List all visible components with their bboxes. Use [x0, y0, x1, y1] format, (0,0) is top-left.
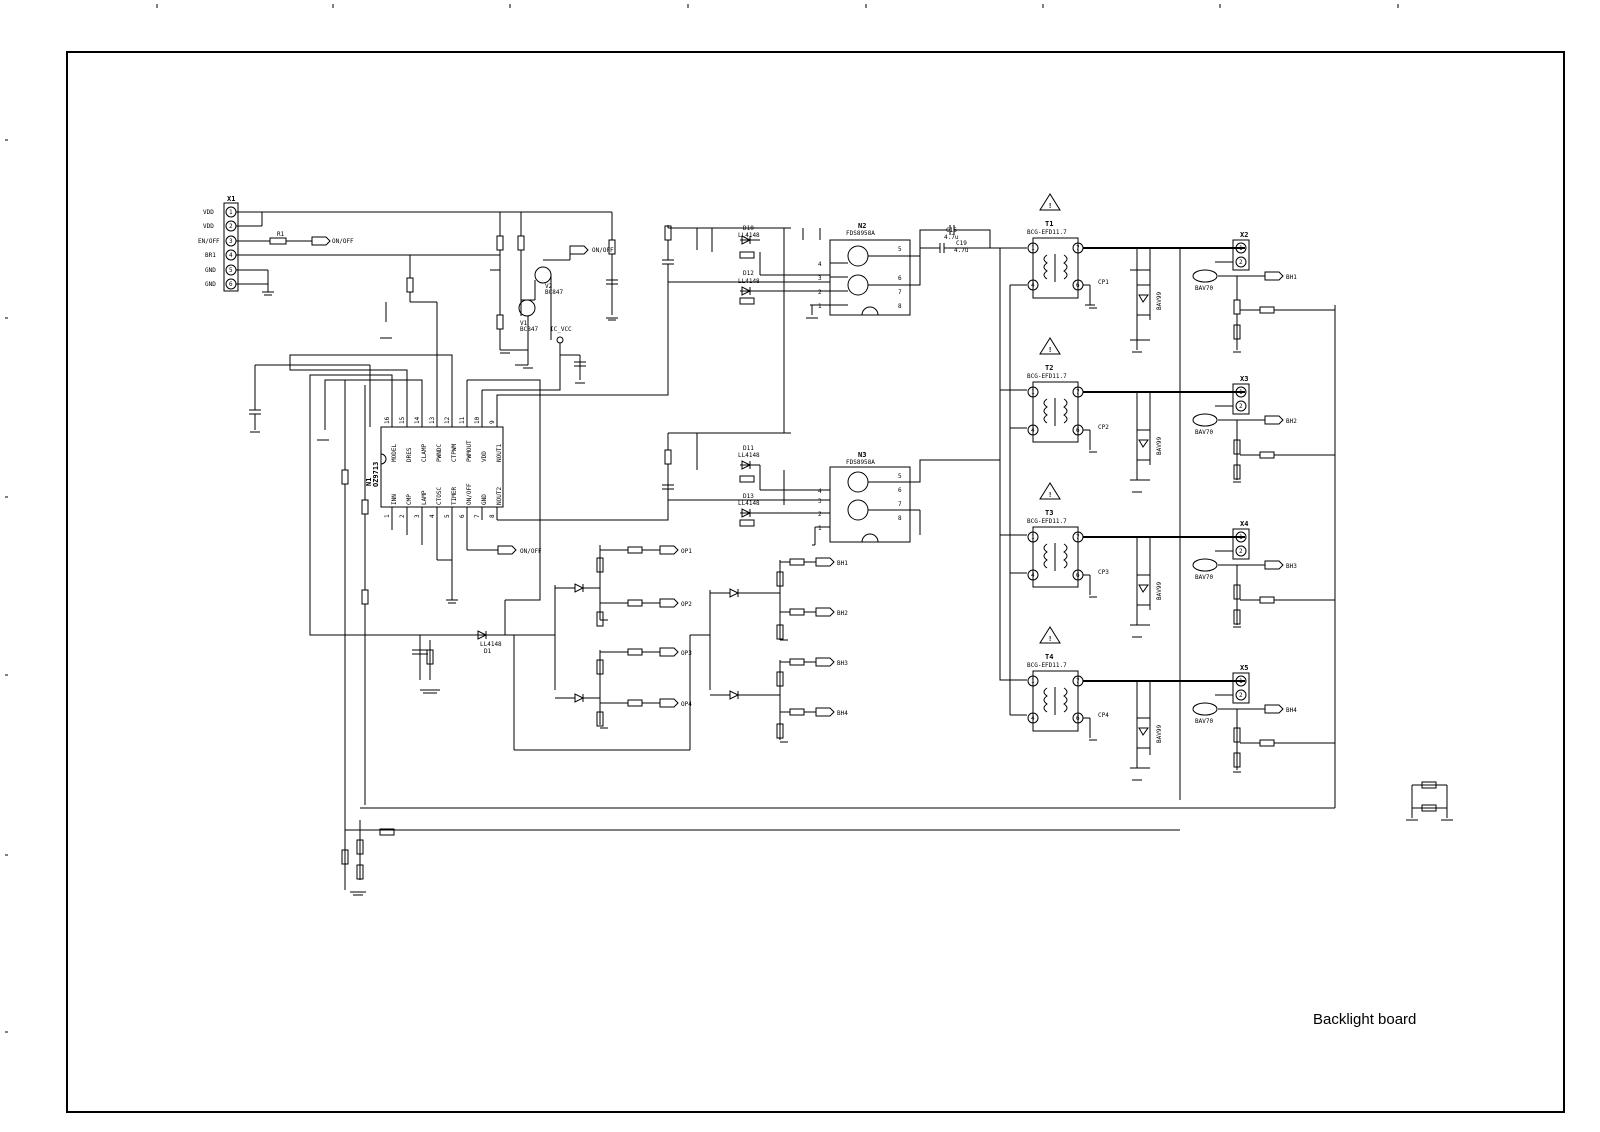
d1-part: LL4148 — [480, 641, 502, 648]
svg-text:8: 8 — [898, 515, 902, 522]
svg-text:T4: T4 — [1045, 653, 1054, 661]
svg-text:VDD: VDD — [481, 451, 488, 462]
svg-text:X5: X5 — [1240, 664, 1249, 672]
svg-text:9: 9 — [489, 420, 496, 424]
x1-pin-3 — [198, 236, 236, 246]
primary-bus — [910, 225, 1027, 715]
svg-text:5: 5 — [444, 514, 451, 518]
svg-text:4: 4 — [1031, 572, 1035, 579]
ic-pin-8 — [489, 487, 503, 520]
x1-pin-2 — [203, 221, 236, 231]
svg-text:3: 3 — [818, 498, 822, 505]
ic-pin-13 — [429, 400, 443, 462]
svg-text:1: 1 — [1239, 389, 1243, 396]
svg-text:2: 2 — [399, 514, 406, 518]
bav70-label-1: BAV70 — [1195, 285, 1214, 292]
svg-text:NOUT2: NOUT2 — [496, 486, 503, 505]
c16-val: 4.7u — [944, 234, 959, 241]
board-caption: Backlight board — [1313, 1011, 1417, 1028]
svg-text:1: 1 — [229, 209, 233, 216]
svg-text:4: 4 — [1031, 715, 1035, 722]
v2-part: BC847 — [545, 289, 564, 296]
transformer-t1 — [1027, 194, 1083, 298]
connector-x3 — [1233, 375, 1249, 414]
svg-text:4: 4 — [1031, 427, 1035, 434]
cp4-label: CP4 — [1098, 712, 1109, 719]
svg-text:BCG-EFD11.7: BCG-EFD11.7 — [1027, 373, 1067, 380]
on-off-net-3: ON/OFF — [592, 247, 614, 254]
ic-pin-1 — [384, 494, 398, 530]
svg-text:8: 8 — [489, 514, 496, 518]
svg-text:BAV99: BAV99 — [1156, 436, 1163, 455]
svg-text:PWNDC: PWNDC — [436, 443, 443, 462]
ic-bottom-pins — [384, 483, 503, 560]
op2-flag: OP2 — [681, 601, 692, 608]
ic-pin-5 — [444, 487, 458, 560]
x1-pin-5 — [205, 265, 236, 275]
svg-text:MODEL: MODEL — [391, 443, 398, 462]
op3-flag: OP3 — [681, 650, 692, 657]
bh2-flag-left: BH2 — [837, 610, 848, 617]
svg-text:INN: INN — [391, 494, 398, 505]
bav70-label-4: BAV70 — [1195, 718, 1214, 725]
transistor-area — [490, 212, 618, 390]
output-connectors — [1233, 231, 1249, 703]
svg-text:6: 6 — [459, 514, 466, 518]
bh1-flag: BH1 — [1286, 274, 1297, 281]
ic-pin-14 — [414, 395, 428, 462]
svg-text:2: 2 — [1239, 403, 1243, 410]
d10-ref: D10 — [743, 225, 754, 232]
cp3-label: CP3 — [1098, 569, 1109, 576]
svg-text:1: 1 — [818, 525, 822, 532]
ic-pin-9 — [489, 420, 503, 462]
svg-text:X2: X2 — [1240, 231, 1249, 239]
svg-text:4: 4 — [818, 261, 822, 268]
ground-symbols — [250, 308, 1241, 772]
svg-text:1: 1 — [818, 303, 822, 310]
transformer-t2 — [1027, 338, 1083, 442]
ic-pin-4 — [429, 487, 443, 560]
svg-text:5: 5 — [229, 267, 233, 274]
svg-text:5: 5 — [898, 246, 902, 253]
svg-text:1: 1 — [1239, 245, 1243, 252]
svg-text:LAMP: LAMP — [421, 490, 428, 505]
svg-text:2: 2 — [1239, 259, 1243, 266]
svg-text:2: 2 — [229, 223, 233, 230]
c19-ref: C19 — [956, 240, 967, 247]
connector-x5 — [1233, 664, 1249, 703]
svg-text:15: 15 — [399, 416, 406, 424]
bh3-flag-left: BH3 — [837, 660, 848, 667]
svg-text:ON/OFF: ON/OFF — [466, 483, 473, 505]
ic-pin-3 — [414, 490, 428, 535]
svg-text:PWMOUT: PWMOUT — [466, 440, 473, 462]
svg-text:3: 3 — [414, 514, 421, 518]
svg-text:BCG-EFD11.7: BCG-EFD11.7 — [1027, 518, 1067, 525]
x1-pin-label: BR1 — [205, 252, 216, 259]
ic-pin-11 — [459, 380, 473, 462]
svg-text:T1: T1 — [1045, 220, 1054, 228]
svg-text:6: 6 — [1076, 715, 1080, 722]
r1-label: R1 — [277, 231, 285, 238]
d13-ref: D13 — [743, 493, 754, 500]
ic-ref: N1 — [365, 477, 373, 486]
ic-pin-15 — [399, 385, 413, 462]
svg-text:!: ! — [1048, 635, 1053, 643]
svg-text:1: 1 — [1239, 534, 1243, 541]
d10-part: LL4148 — [738, 232, 760, 239]
bav70-label-3: BAV70 — [1195, 574, 1214, 581]
connector-x4 — [1233, 520, 1249, 559]
svg-text:2: 2 — [1239, 692, 1243, 699]
on-off-net-1: ON/OFF — [332, 238, 354, 245]
svg-text:1: 1 — [1031, 534, 1035, 541]
svg-text:5: 5 — [898, 473, 902, 480]
svg-text:CTOSC: CTOSC — [436, 486, 443, 505]
x1-pin-6 — [205, 279, 236, 289]
v1-ref: V1 — [520, 320, 528, 327]
svg-text:13: 13 — [429, 416, 436, 424]
svg-text:7: 7 — [1076, 678, 1080, 685]
on-off-net-2: ON/OFF — [520, 548, 542, 555]
svg-text:!: ! — [1048, 202, 1053, 210]
svg-text:BCG-EFD11.7: BCG-EFD11.7 — [1027, 229, 1067, 236]
svg-text:!: ! — [1048, 346, 1053, 354]
d1-ref: D1 — [484, 648, 492, 655]
svg-text:NOUT1: NOUT1 — [496, 443, 503, 462]
svg-text:14: 14 — [414, 416, 421, 424]
bav99-diodes — [1137, 285, 1163, 748]
svg-text:7: 7 — [1076, 389, 1080, 396]
svg-text:6: 6 — [1076, 572, 1080, 579]
ic-vcc-net: IC_VCC — [550, 326, 572, 333]
svg-text:1: 1 — [1031, 389, 1035, 396]
secondary-wiring — [345, 248, 1335, 830]
svg-text:7: 7 — [898, 289, 902, 296]
ic-pin-6 — [459, 483, 473, 550]
cp1-label: CP1 — [1098, 279, 1109, 286]
connector-x2 — [1233, 231, 1249, 270]
x1-pin-label: VDD — [203, 209, 214, 216]
svg-text:4: 4 — [229, 252, 233, 259]
op1-flag: OP1 — [681, 548, 692, 555]
bav70-label-2: BAV70 — [1195, 429, 1214, 436]
svg-text:FDS8958A: FDS8958A — [846, 459, 875, 466]
svg-text:12: 12 — [444, 416, 451, 424]
svg-text:N3: N3 — [858, 451, 867, 459]
svg-text:6: 6 — [1076, 427, 1080, 434]
svg-text:T2: T2 — [1045, 364, 1054, 372]
svg-text:X4: X4 — [1240, 520, 1249, 528]
svg-text:7: 7 — [1076, 534, 1080, 541]
x1-pin-1 — [203, 207, 236, 217]
svg-text:FDS8958A: FDS8958A — [846, 230, 875, 237]
svg-text:X3: X3 — [1240, 375, 1249, 383]
d12-part: LL4148 — [738, 278, 760, 285]
ic-feedback-wiring — [249, 280, 690, 830]
bh4-flag-left: BH4 — [837, 710, 848, 717]
x1-pin-label: EN/OFF — [198, 238, 220, 245]
svg-text:1: 1 — [1031, 678, 1035, 685]
connector-x1 — [198, 195, 238, 291]
gate-drive-bottom — [662, 330, 830, 545]
d12-ref: D12 — [743, 270, 754, 277]
d13-part: LL4148 — [738, 500, 760, 507]
x1-pin-label: VDD — [203, 223, 214, 230]
svg-text:4: 4 — [818, 488, 822, 495]
bh4-flag: BH4 — [1286, 707, 1297, 714]
svg-text:4: 4 — [1031, 282, 1035, 289]
svg-text:BAV99: BAV99 — [1156, 581, 1163, 600]
d11-part: LL4148 — [738, 452, 760, 459]
svg-text:3: 3 — [229, 238, 233, 245]
ic-pin-2 — [399, 494, 413, 535]
ic-pin-12 — [444, 360, 458, 462]
x1-pin-label: GND — [205, 281, 216, 288]
bh3-flag: BH3 — [1286, 563, 1297, 570]
c19-val: 4.7u — [954, 247, 969, 254]
c16-ref: C16 — [946, 227, 957, 234]
svg-text:11: 11 — [459, 416, 466, 424]
svg-text:6: 6 — [1076, 282, 1080, 289]
svg-text:DRES: DRES — [406, 447, 413, 462]
svg-text:TIMER: TIMER — [451, 486, 458, 505]
svg-text:1: 1 — [1031, 245, 1035, 252]
mosfet-n2 — [818, 222, 910, 315]
bottom-right-resistors — [1406, 782, 1453, 820]
transformer-t4 — [1027, 627, 1083, 731]
svg-text:6: 6 — [898, 487, 902, 494]
svg-text:6: 6 — [229, 281, 233, 288]
ic-pin-10 — [474, 390, 488, 462]
bottom-left-network — [342, 808, 394, 895]
svg-text:16: 16 — [384, 416, 391, 424]
svg-text:CTPWM: CTPWM — [451, 443, 458, 462]
transformer-t3 — [1027, 483, 1083, 587]
svg-text:T3: T3 — [1045, 509, 1054, 517]
v1-part: BC847 — [520, 326, 539, 333]
svg-text:GND: GND — [481, 494, 488, 505]
svg-text:CLAMP: CLAMP — [421, 443, 428, 462]
svg-text:CMP: CMP — [406, 494, 413, 505]
svg-text:7: 7 — [898, 501, 902, 508]
ic-part: OZ9713 — [372, 461, 380, 487]
svg-text:!: ! — [1048, 491, 1053, 499]
svg-text:6: 6 — [898, 275, 902, 282]
svg-text:1: 1 — [384, 514, 391, 518]
bh1-flag-left: BH1 — [837, 560, 848, 567]
svg-text:N2: N2 — [858, 222, 867, 230]
svg-text:2: 2 — [818, 289, 822, 296]
svg-text:7: 7 — [1076, 245, 1080, 252]
svg-text:BAV99: BAV99 — [1156, 291, 1163, 310]
v2-ref: V2 — [545, 283, 553, 290]
cp2-label: CP2 — [1098, 424, 1109, 431]
svg-text:2: 2 — [818, 511, 822, 518]
svg-text:3: 3 — [818, 275, 822, 282]
x1-pin-label: GND — [205, 267, 216, 274]
mosfet-n3 — [818, 451, 910, 542]
x1-ref: X1 — [227, 195, 236, 203]
x1-pin-4 — [205, 250, 236, 260]
svg-text:7: 7 — [474, 514, 481, 518]
svg-text:10: 10 — [474, 416, 481, 424]
ic-top-pins — [384, 360, 503, 462]
svg-text:4: 4 — [429, 514, 436, 518]
svg-text:1: 1 — [1239, 678, 1243, 685]
op4-flag: OP4 — [681, 701, 692, 708]
svg-text:BAV99: BAV99 — [1156, 724, 1163, 743]
drawing-frame — [67, 52, 1564, 1112]
d11-ref: D11 — [743, 445, 754, 452]
svg-text:2: 2 — [1239, 548, 1243, 555]
op-detect-circuit — [514, 545, 834, 740]
svg-text:BCG-EFD11.7: BCG-EFD11.7 — [1027, 662, 1067, 669]
bh2-flag: BH2 — [1286, 418, 1297, 425]
top-tick-marks — [157, 4, 1398, 8]
return-sense — [1193, 262, 1335, 770]
left-tick-marks — [5, 140, 8, 1032]
svg-text:8: 8 — [898, 303, 902, 310]
ic-pin-16 — [384, 385, 398, 462]
